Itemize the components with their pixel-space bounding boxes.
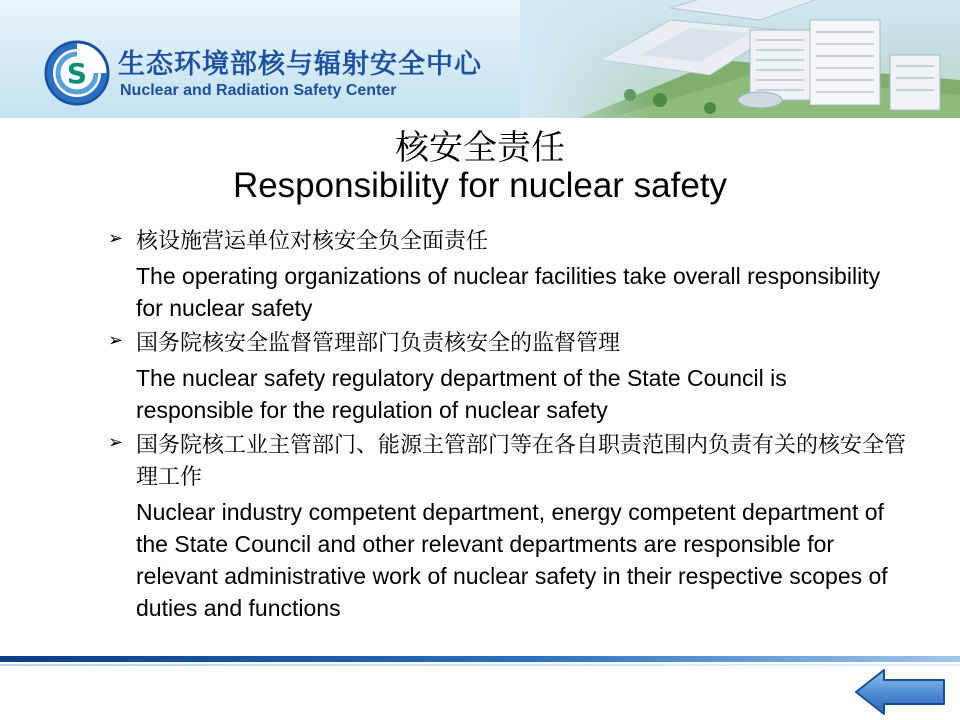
slide-title-en: Responsibility for nuclear safety	[232, 166, 728, 205]
slide-title-cn: 核安全责任	[395, 128, 565, 168]
bullet-arrow-icon: ➢	[108, 330, 124, 351]
header-fade-overlay	[520, 0, 960, 118]
bullet-item	[108, 328, 908, 426]
bullet-text-en: The nuclear safety regulatory department of the State Council is responsible for the regulation of nuclear safety	[136, 365, 787, 423]
bullet-item	[108, 226, 908, 324]
footer-divider	[0, 656, 960, 662]
bullet-list	[108, 226, 908, 628]
bullet-text-cn: 国务院核工业主管部门、能源主管部门等在各自职责范围内负责有关的核安全管理工作	[136, 433, 907, 490]
bullet-arrow-icon: ➢	[108, 228, 124, 249]
bullet-text-cn: 国务院核安全监督管理部门负责核安全的监督管理	[136, 331, 621, 356]
bullet-item	[108, 430, 908, 624]
footer-divider-light	[0, 664, 960, 666]
org-name-cn: 生态环境部核与辐射安全中心	[118, 49, 482, 80]
nrsc-logo-icon	[44, 40, 110, 106]
header-banner	[0, 0, 960, 118]
svg-text:S: S	[66, 57, 88, 90]
org-name-en: Nuclear and Radiation Safety Center	[120, 82, 397, 99]
back-button[interactable]	[852, 668, 948, 716]
bullet-arrow-icon: ➢	[108, 432, 124, 453]
bullet-text-en: Nuclear industry competent department, energy competent department of the State Council and other relevant departments are responsible for relevant administrative work of nuclear safety in their respective scopes of duties and functions	[136, 499, 888, 621]
bullet-text-cn: 核设施营运单位对核安全负全面责任	[136, 229, 489, 254]
bullet-text-en: The operating organizations of nuclear facilities take overall responsibility for nuclear safety	[136, 263, 881, 321]
back-arrow-icon	[852, 668, 948, 716]
